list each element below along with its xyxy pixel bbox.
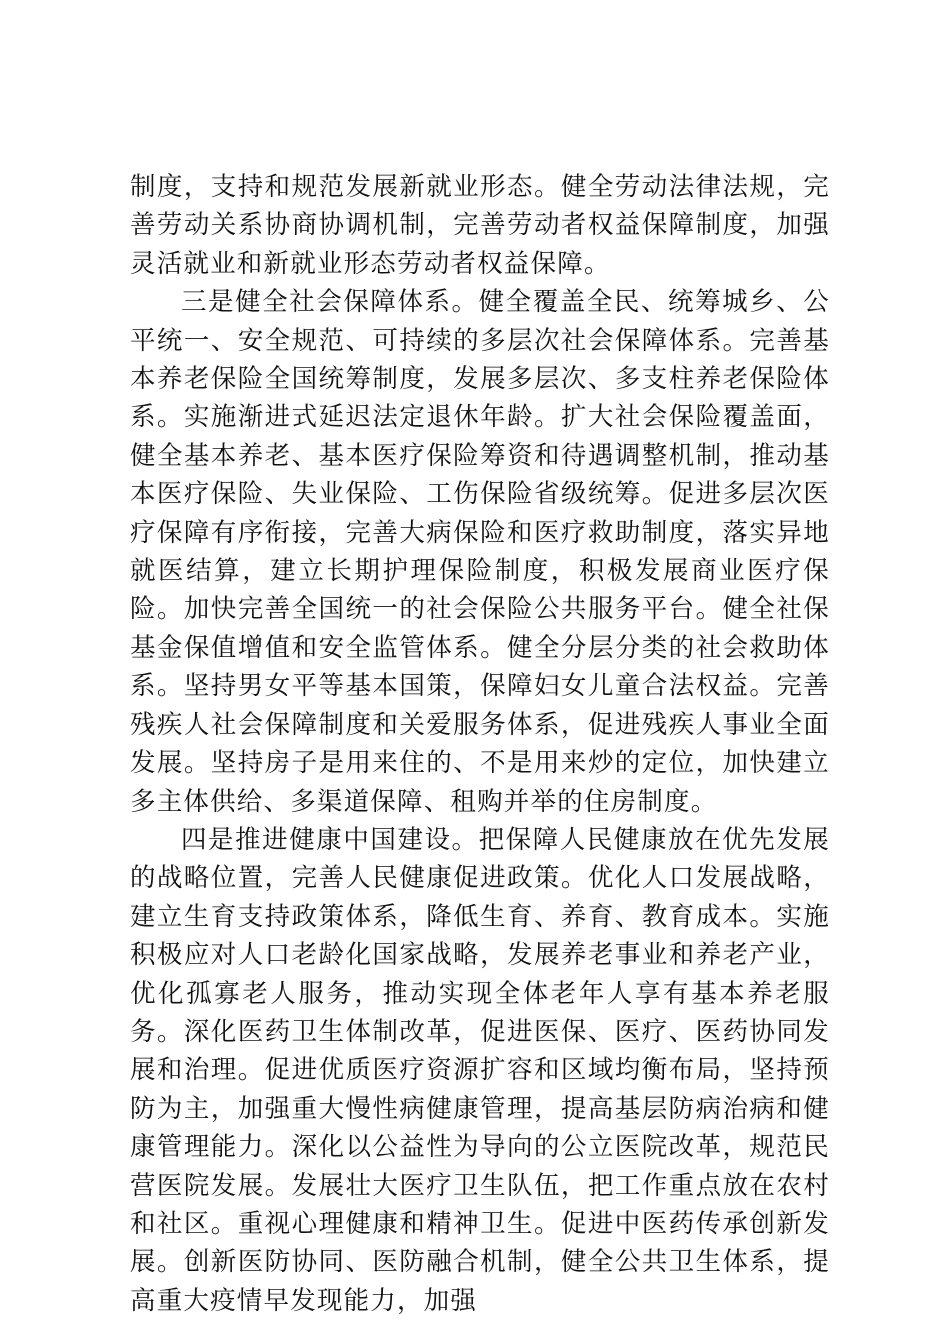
paragraph-healthy-china: 四是推进健康中国建设。把保障人民健康放在优先发展的战略位置，完善人民健康促进政策。优化人口发展战略，建立生育支持政策体系，降低生育、养育、教育成本。实施积极应对人口老龄化国家战略，发展养老事业和养老产业，优化孤寡老人服务，推动实现全体老年人享有基本养老服务。深化医药卫生体制改革，促进医保、医疗、医药协同发展和治理。促进优质医疗资源扩容和区域均衡布局，坚持预防为主，加强重大慢性病健康管理，提高基层防病治病和健康管理能力。深化以公益性为导向的公立医院改革，规范民营医院发展。发展壮大医疗卫生队伍，把工作重点放在农村和社区。重视心理健康和精神卫生。促进中医药传承创新发展。创新医防协同、医防融合机制，健全公共卫生体系，提高重大疫情早发现能力，加强 <box>130 824 830 1316</box>
paragraph-social-security: 三是健全社会保障体系。健全覆盖全民、统筹城乡、公平统一、安全规范、可持续的多层次社会保障体系。完善基本养老保险全国统筹制度，发展多层次、多支柱养老保险体系。实施渐进式延迟法定退休年龄。扩大社会保险覆盖面，健全基本养老、基本医疗保险筹资和待遇调整机制，推动基本医疗保险、失业保险、工伤保险省级统筹。促进多层次医疗保障有序衔接，完善大病保险和医疗救助制度，落实异地就医结算，建立长期护理保险制度，积极发展商业医疗保险。加快完善全国统一的社会保险公共服务平台。健全社保基金保值增值和安全监管体系。健全分层分类的社会救助体系。坚持男女平等基本国策，保障妇女儿童合法权益。完善残疾人社会保障制度和关爱服务体系，促进残疾人事业全面发展。坚持房子是用来住的、不是用来炒的定位，加快建立多主体供给、多渠道保障、租购并举的住房制度。 <box>130 287 830 817</box>
paragraph-employment-continued: 制度，支持和规范发展新就业形态。健全劳动法律法规，完善劳动关系协商协调机制，完善劳动者权益保障制度，加强灵活就业和新就业形态劳动者权益保障。 <box>130 172 830 279</box>
document-body <box>130 168 830 1320</box>
